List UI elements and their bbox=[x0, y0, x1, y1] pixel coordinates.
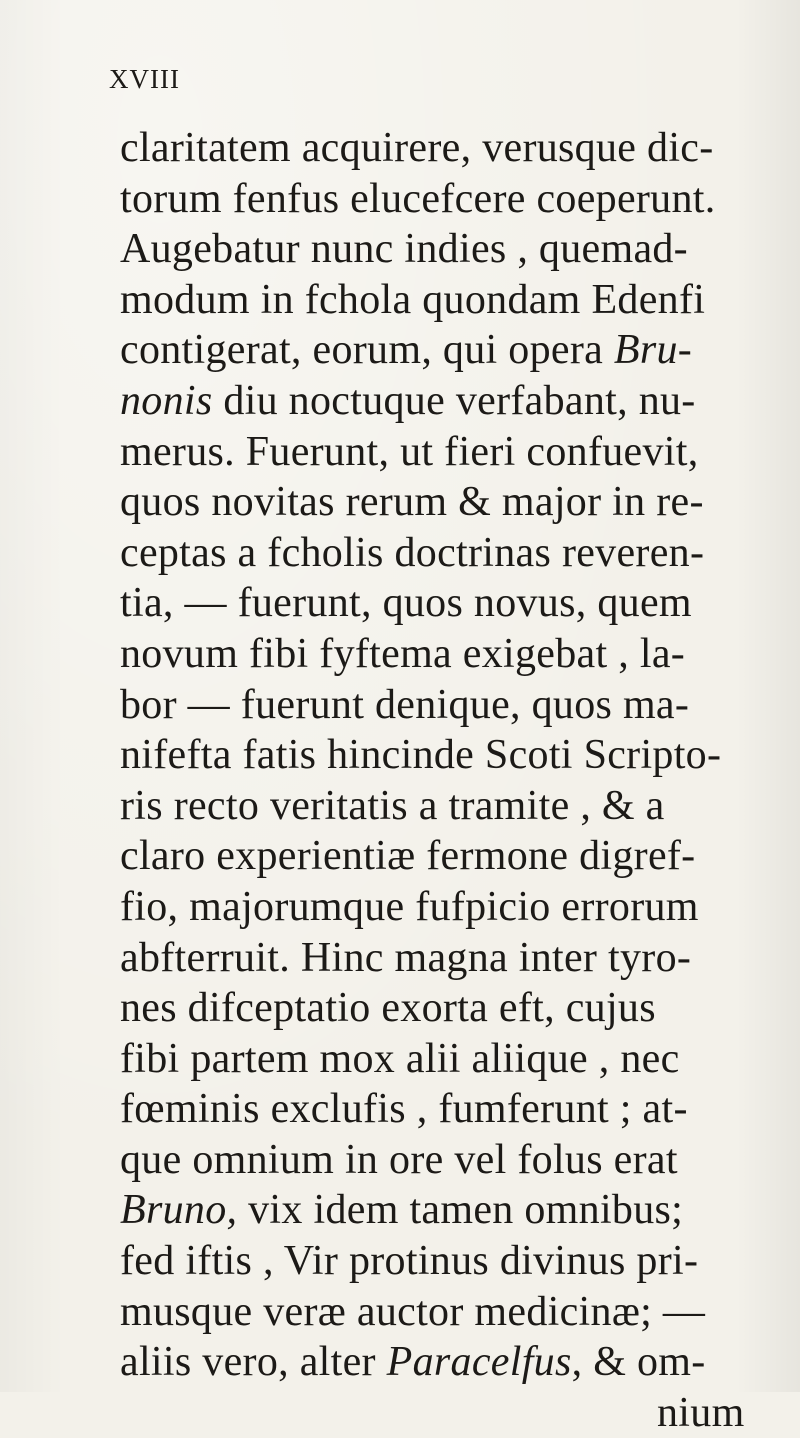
text-segment: merus. Fuerunt, ut fieri confuevit, bbox=[120, 428, 699, 475]
text-segment: Augebatur nunc indies , quemad- bbox=[120, 226, 688, 273]
text-line bbox=[120, 1236, 760, 1287]
text-line bbox=[120, 578, 760, 629]
italic-text-segment: Paracelfus bbox=[386, 1339, 572, 1386]
text-segment: abfterruit. Hinc magna inter tyro- bbox=[120, 934, 692, 981]
text-line bbox=[120, 831, 760, 882]
text-line bbox=[120, 427, 760, 478]
text-segment: vix idem tamen omnibus; bbox=[237, 1187, 684, 1234]
text-segment: nes difceptatio exorta eft, cujus bbox=[120, 985, 656, 1032]
text-line bbox=[120, 1388, 760, 1438]
text-segment: tia, — fuerunt, quos novus, quem bbox=[120, 580, 692, 627]
text-line bbox=[120, 1034, 760, 1085]
italic-text-segment: Bru- bbox=[613, 327, 693, 374]
text-line bbox=[120, 629, 760, 680]
text-segment: diu noctuque verfabant, nu- bbox=[212, 377, 696, 424]
text-line bbox=[120, 123, 760, 174]
text-segment: fibi partem mox alii aliique , nec bbox=[120, 1035, 680, 1082]
text-segment: novum fibi fyftema exigebat , la- bbox=[120, 630, 686, 677]
text-line bbox=[120, 1185, 760, 1236]
text-segment: nium bbox=[657, 1389, 745, 1436]
text-segment: , & om- bbox=[571, 1339, 706, 1386]
text-line bbox=[120, 1287, 760, 1338]
text-line bbox=[120, 1135, 760, 1186]
text-line bbox=[120, 376, 760, 427]
text-line bbox=[120, 325, 760, 376]
text-segment: que omnium in ore vel folus erat bbox=[120, 1136, 678, 1183]
text-segment: quos novitas rerum & major in re- bbox=[120, 479, 704, 526]
text-segment: ceptas a fcholis doctrinas reveren- bbox=[120, 529, 705, 576]
text-segment: bor — fuerunt denique, quos ma- bbox=[120, 681, 690, 728]
text-line bbox=[120, 224, 760, 275]
text-segment: torum fenfus elucefcere coeperunt. bbox=[120, 175, 716, 222]
text-line bbox=[120, 933, 760, 984]
text-line bbox=[120, 680, 760, 731]
text-line bbox=[120, 528, 760, 579]
text-segment: aliis vero, alter bbox=[120, 1339, 387, 1386]
text-segment: fœminis exclufis , fumferunt ; at- bbox=[120, 1086, 688, 1133]
text-segment: nifefta fatis hincinde Scoti Scripto- bbox=[120, 732, 722, 779]
text-line bbox=[120, 275, 760, 326]
text-segment: claritatem acquirere, verusque dic- bbox=[120, 125, 714, 171]
text-line bbox=[120, 983, 760, 1034]
body-text bbox=[120, 123, 760, 1438]
italic-text-segment: nonis bbox=[120, 377, 213, 424]
page-number: XVIII bbox=[109, 64, 180, 94]
text-segment: ris recto veritatis a tramite , & a bbox=[120, 782, 665, 829]
text-segment: modum in fchola quondam Edenfi bbox=[120, 276, 706, 323]
text-segment: fed iftis , Vir protinus divinus pri- bbox=[120, 1238, 699, 1285]
text-line bbox=[120, 174, 760, 225]
text-line bbox=[120, 730, 760, 781]
text-line bbox=[120, 882, 760, 933]
text-line bbox=[120, 1084, 760, 1135]
text-line bbox=[120, 1337, 760, 1388]
text-segment: contigerat, eorum, qui opera bbox=[120, 327, 614, 374]
text-segment: musque veræ auctor medicinæ; — bbox=[120, 1288, 706, 1335]
text-segment: claro experientiæ fermone digref- bbox=[120, 833, 696, 880]
text-line bbox=[120, 477, 760, 528]
text-line bbox=[120, 781, 760, 832]
italic-text-segment: Bruno, bbox=[120, 1187, 238, 1234]
text-segment: fio, majorumque fufpicio errorum bbox=[120, 883, 699, 930]
